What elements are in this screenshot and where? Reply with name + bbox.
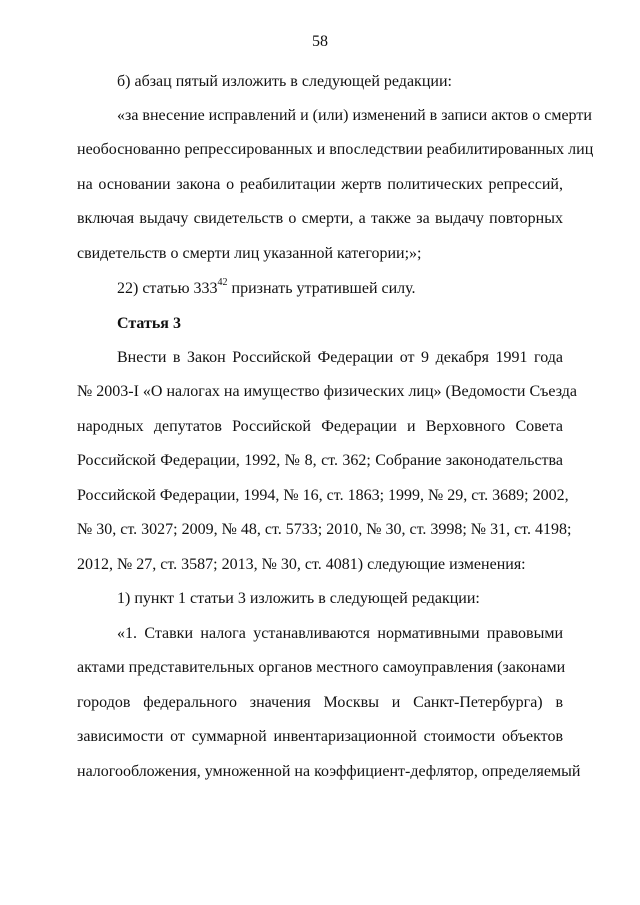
paragraph-line: городов федерального значения Москвы и Санкт-Петербурга) в xyxy=(77,694,563,711)
paragraph-line: налогообложения, умноженной на коэффициент-дефлятор, определяемый xyxy=(77,763,581,780)
paragraph-line: Внести в Закон Российской Федерации от 9 декабря 1991 года xyxy=(117,349,563,366)
paragraph-text: 22) статью 333 xyxy=(117,280,218,297)
paragraph-line: «1. Ставки налога устанавливаются нормативными правовыми xyxy=(117,625,563,642)
paragraph-line: на основании закона о реабилитации жертв политических репрессий, xyxy=(77,176,563,193)
paragraph-line: Российской Федерации, 1994, № 16, ст. 1863; 1999, № 29, ст. 3689; 2002, xyxy=(77,487,569,504)
paragraph-line: включая выдачу свидетельств о смерти, а также за выдачу повторных xyxy=(77,210,563,227)
paragraph-line: народных депутатов Российской Федерации и Верховного Совета xyxy=(77,418,563,435)
paragraph-line: 2012, № 27, ст. 3587; 2013, № 30, ст. 4081) следующие изменения: xyxy=(77,556,526,573)
article-heading: Статья 3 xyxy=(117,315,181,332)
paragraph-line: необоснованно репрессированных и впоследствии реабилитированных лиц xyxy=(77,141,594,158)
paragraph-line xyxy=(117,276,563,299)
paragraph-text: признать утратившей силу. xyxy=(231,280,416,297)
paragraph-line: № 2003-I «О налогах на имущество физических лиц» (Ведомости Съезда xyxy=(77,383,577,400)
paragraph-line: б) абзац пятый изложить в следующей редакции: xyxy=(117,73,452,90)
page-number: 58 xyxy=(312,33,328,50)
paragraph-line: № 30, ст. 3027; 2009, № 48, ст. 5733; 2010, № 30, ст. 3998; № 31, ст. 4198; xyxy=(77,521,572,538)
paragraph-line: актами представительных органов местного самоуправления (законами xyxy=(77,659,566,676)
superscript: 42 xyxy=(217,276,228,288)
paragraph-line: Российской Федерации, 1992, № 8, ст. 362; Собрание законодательства xyxy=(77,452,563,469)
paragraph-line: «за внесение исправлений и (или) изменений в записи актов о смерти xyxy=(117,107,592,124)
paragraph-line: свидетельств о смерти лиц указанной категории;»; xyxy=(77,245,422,262)
paragraph-line: зависимости от суммарной инвентаризационной стоимости объектов xyxy=(77,728,563,745)
paragraph-line: 1) пункт 1 статьи 3 изложить в следующей редакции: xyxy=(117,590,480,607)
